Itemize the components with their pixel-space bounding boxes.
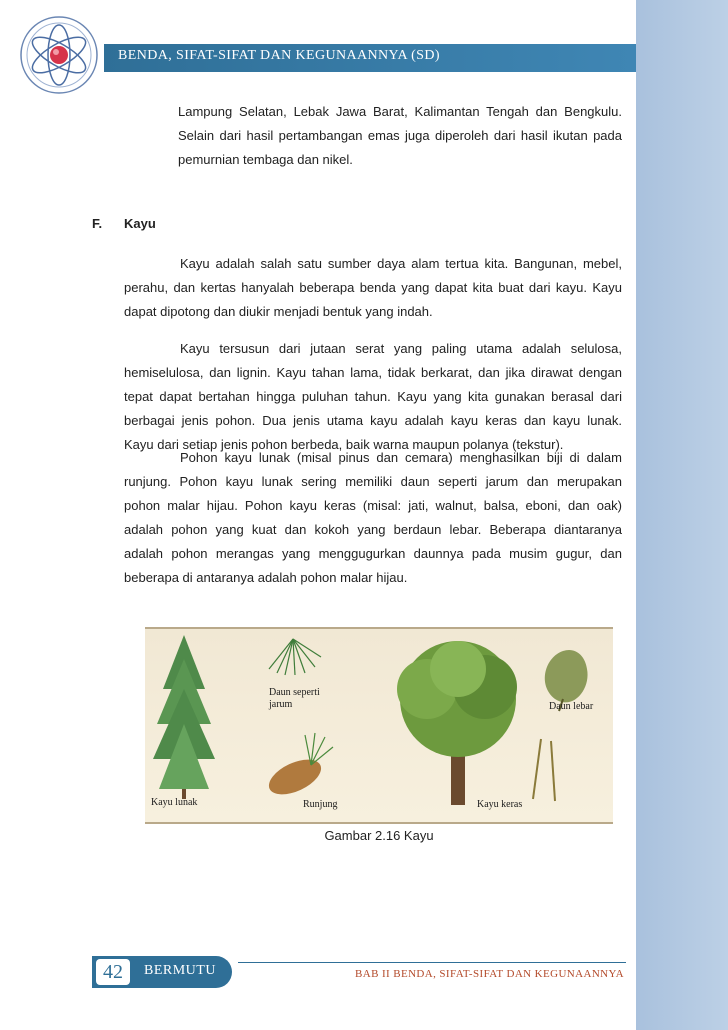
conifer-tree-icon bbox=[153, 635, 215, 799]
text-line: Pohon kayu lunak (misal pinus dan cemara) menghasilkan biji di dalam bbox=[180, 450, 622, 465]
header-band bbox=[104, 44, 636, 72]
text-line-indent bbox=[124, 252, 622, 276]
intro-paragraph bbox=[178, 100, 622, 172]
text-line: runjung. Pohon kayu lunak sering memiliki daun seperti jarum dan merupakan bbox=[124, 474, 622, 489]
text-line: beberapa di antaranya adalah pohon malar hijau. bbox=[124, 570, 408, 585]
trees-illustration bbox=[145, 629, 613, 822]
label-daun-jarum-line1: Daun seperti bbox=[269, 687, 320, 698]
section-title: Kayu bbox=[124, 216, 156, 231]
section-heading bbox=[92, 216, 156, 231]
text-line-indent bbox=[124, 337, 622, 361]
label-daun-lebar: Daun lebar bbox=[549, 701, 594, 712]
needle-leaf-icon bbox=[269, 639, 321, 675]
footer-brand: BERMUTU bbox=[144, 963, 216, 978]
text-line: perahu, dan kertas hanyalah beberapa benda yang dapat kita buat dari kayu. Kayu bbox=[124, 280, 622, 295]
paragraph-2 bbox=[124, 337, 622, 457]
pine-cone-icon bbox=[264, 733, 333, 802]
paragraph-1 bbox=[124, 252, 622, 324]
text-line: Kayu dari setiap jenis pohon berbeda, baik warna maupun polanya (tekstur). bbox=[124, 437, 564, 452]
text-line: Kayu tersusun dari jutaan serat yang paling utama adalah selulosa, bbox=[180, 341, 622, 356]
atom-emblem-icon bbox=[18, 14, 100, 96]
label-kayu-lunak: Kayu lunak bbox=[151, 797, 198, 808]
right-sidebar-band bbox=[636, 0, 728, 1030]
paragraph-3 bbox=[124, 446, 622, 590]
text-line: hemiselulosa, dan lignin. Kayu tahan lama, tidak berkarat, dan jika dirawat dengan bbox=[124, 365, 622, 380]
text-line: Kayu adalah salah satu sumber daya alam tertua kita. Bangunan, mebel, bbox=[180, 256, 622, 271]
footer-divider bbox=[238, 962, 626, 963]
footer-chapter-title: BAB II BENDA, SIFAT-SIFAT DAN KEGUNAANNYA bbox=[354, 968, 624, 980]
text-line: Selain dari hasil pertambangan emas juga diperoleh dari hasil ikutan pada bbox=[178, 128, 622, 143]
label-kayu-keras: Kayu keras bbox=[477, 799, 523, 810]
text-line: adalah pohon merangas yang menggugurkan daunnya pada musim gugur, dan bbox=[124, 546, 622, 561]
text-line: Lampung Selatan, Lebak Jawa Barat, Kalimantan Tengah dan Bengkulu. bbox=[178, 104, 622, 119]
text-line: pemurnian tembaga dan nikel. bbox=[178, 152, 353, 167]
text-line: adalah pohon yang kuat dan kokoh yang berdaun lebar. Beberapa diantaranya bbox=[124, 522, 622, 537]
text-line: berbagai jenis pohon. Dua jenis utama kayu adalah kayu keras dan kayu lunak. bbox=[124, 413, 622, 428]
catkin-icon bbox=[533, 739, 555, 801]
text-line: tepat dapat bertahan hingga puluhan tahun. Kayu yang kita gunakan berasal dari bbox=[124, 389, 622, 404]
text-line: dapat dipotong dan diukir menjadi bentuk yang indah. bbox=[124, 304, 433, 319]
broadleaf-tree-icon bbox=[397, 641, 517, 805]
text-line-indent bbox=[124, 446, 622, 470]
header-title: BENDA, SIFAT-SIFAT DAN KEGUNAANNYA (SD) bbox=[118, 48, 440, 63]
figure-caption: Gambar 2.16 Kayu bbox=[324, 828, 434, 843]
label-runjung: Runjung bbox=[303, 799, 338, 810]
section-letter: F. bbox=[92, 216, 103, 231]
footer-badge bbox=[92, 956, 232, 988]
text-line: pohon malar hijau. Pohon kayu keras (misal: jati, walnut, balsa, eboni, dan oak) bbox=[124, 498, 622, 513]
label-daun-jarum-line2: jarum bbox=[269, 699, 293, 710]
wood-figure bbox=[145, 627, 613, 824]
page-number: 42 bbox=[96, 959, 130, 985]
